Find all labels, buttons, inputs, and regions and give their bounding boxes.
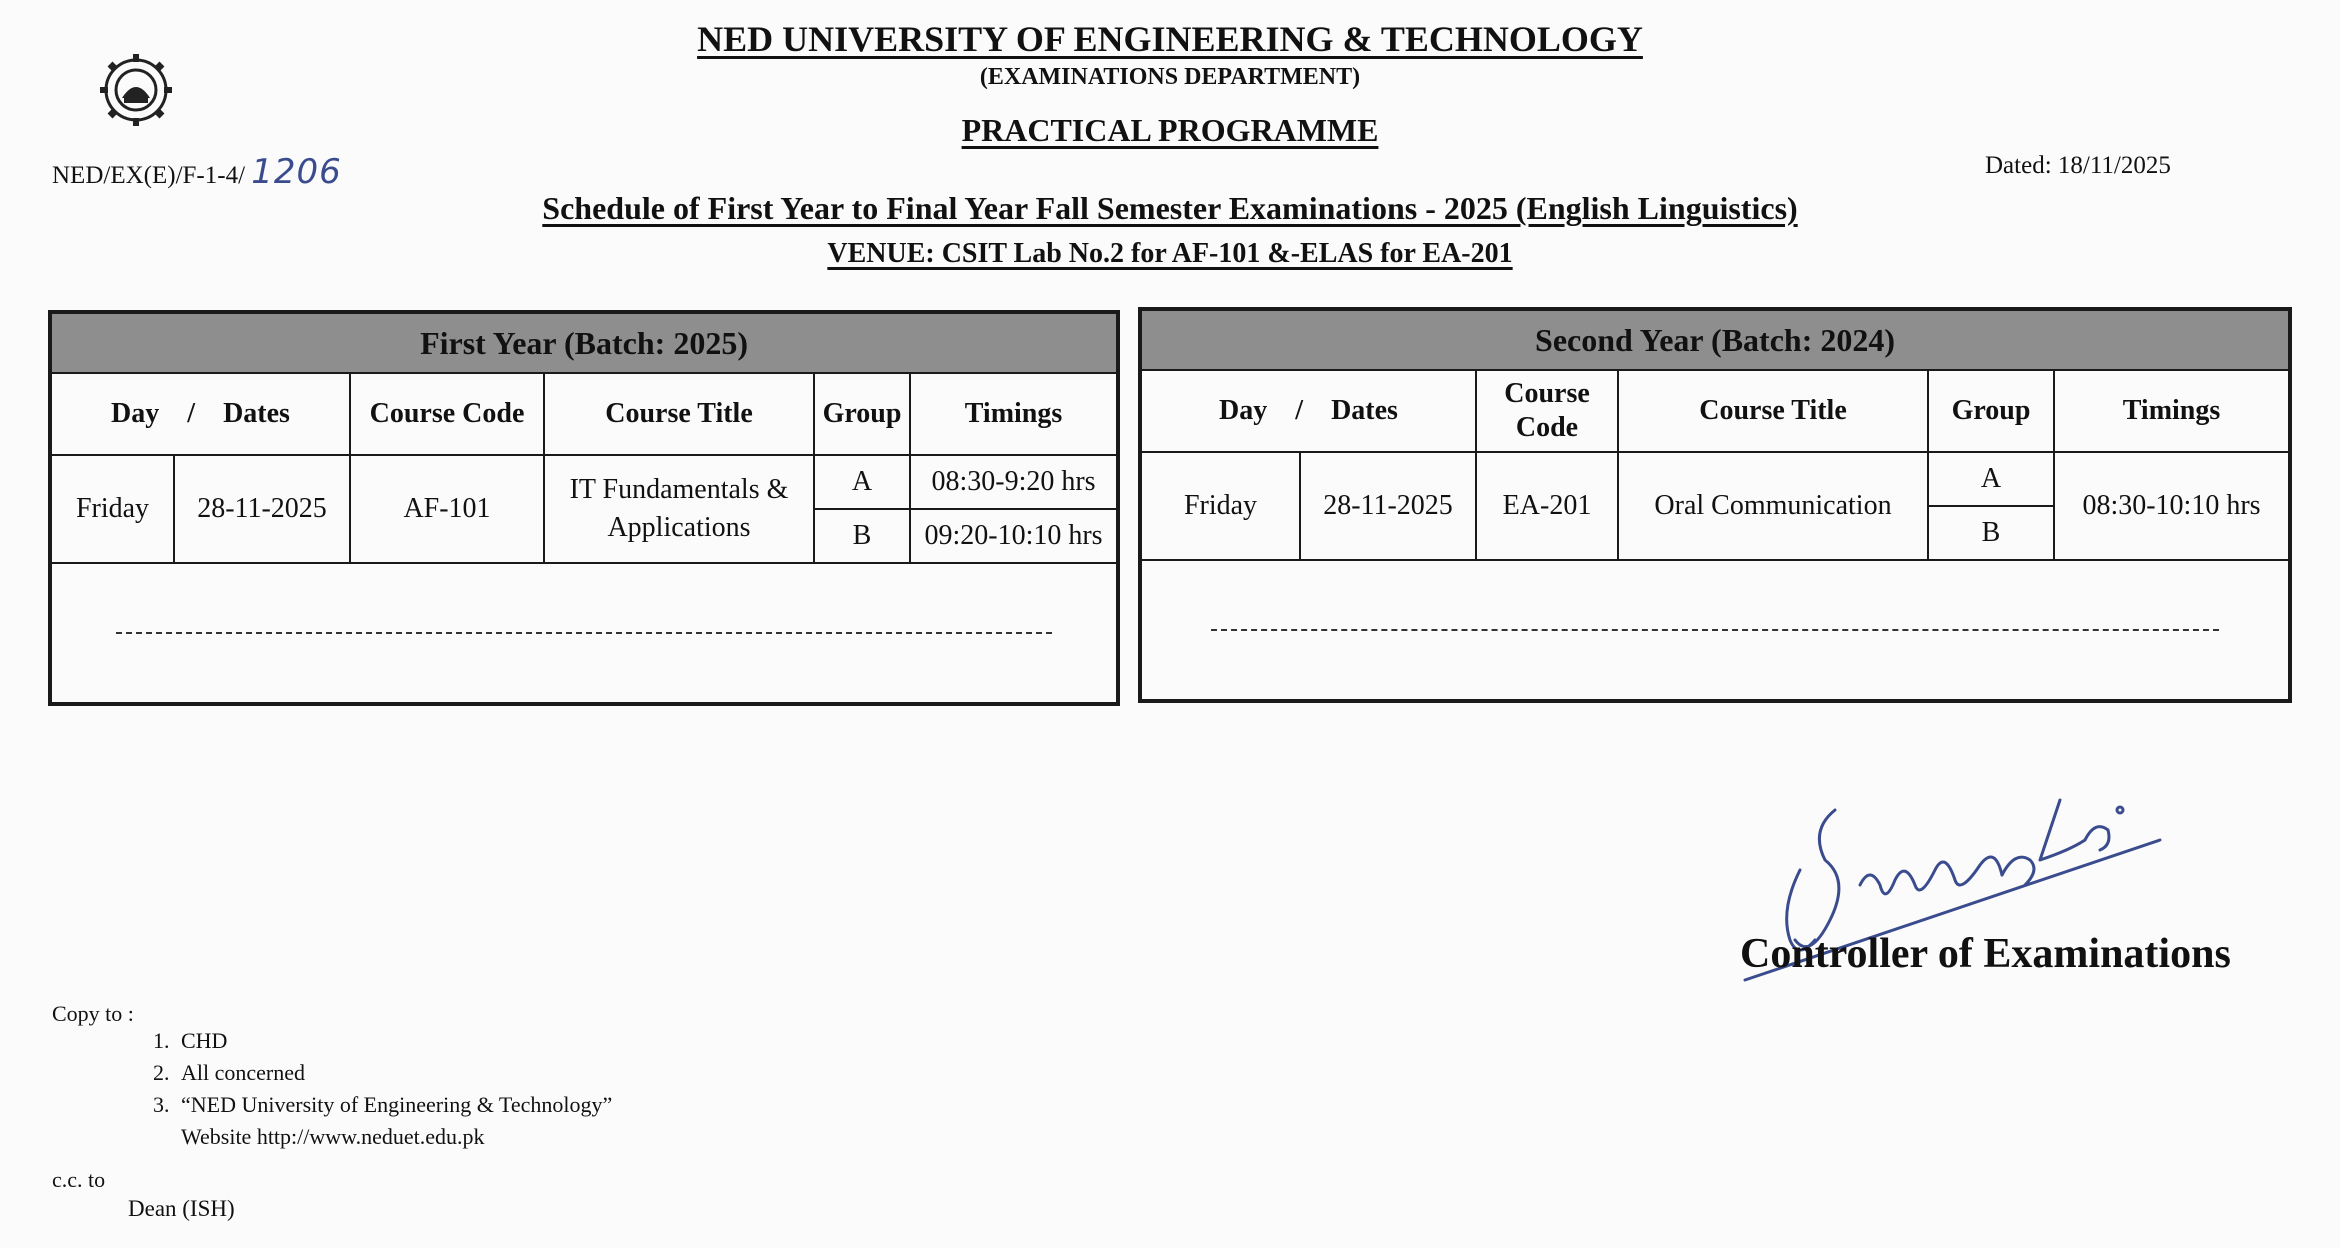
cc-label: c.c. to xyxy=(52,1167,106,1192)
fy-group-b: B xyxy=(814,509,910,563)
copy-item xyxy=(175,1025,612,1057)
copy-item-text: All concerned xyxy=(181,1060,305,1085)
col-day: Day xyxy=(111,398,160,429)
sy-day: Friday xyxy=(1140,452,1300,560)
col-group: Group xyxy=(814,373,910,455)
university-name: NED UNIVERSITY OF ENGINEERING & TECHNOLOGY xyxy=(697,19,1643,59)
col-course-code: Course Code xyxy=(350,373,544,455)
department-name: (EXAMINATIONS DEPARTMENT) xyxy=(979,64,1361,90)
fy-course-title: IT Fundamentals & Applications xyxy=(544,455,814,563)
dashed-line xyxy=(1211,629,2220,631)
second-year-heading: Second Year (Batch: 2024) xyxy=(1140,309,2290,370)
schedule-title: Schedule of First Year to Final Year Fall Semester Examinations - 2025 (English Linguistics) xyxy=(542,190,1798,226)
first-year-table xyxy=(48,310,1120,706)
dashed-line xyxy=(116,632,1052,634)
fy-timing-b: 09:20-10:10 hrs xyxy=(910,509,1118,563)
col-slash: / xyxy=(187,398,196,429)
sy-course-title: Oral Communication xyxy=(1618,452,1928,560)
cc-item: Dean (ISH) xyxy=(128,1196,235,1221)
fy-blank-row xyxy=(50,563,1118,704)
fy-course-code: AF-101 xyxy=(350,455,544,563)
reference-number xyxy=(52,152,342,192)
col-course-title: Course Title xyxy=(544,373,814,455)
copy-to-list xyxy=(110,1025,612,1153)
sy-group-a: A xyxy=(1928,452,2054,506)
copy-item xyxy=(175,1089,612,1153)
sy-blank-row xyxy=(1140,560,2290,701)
sy-group-b: B xyxy=(1928,506,2054,560)
website-text: Website http://www.neduet.edu.pk xyxy=(181,1124,485,1149)
sy-timing: 08:30-10:10 hrs xyxy=(2054,452,2290,560)
first-year-heading: First Year (Batch: 2025) xyxy=(50,312,1118,373)
sy-date: 28-11-2025 xyxy=(1300,452,1476,560)
sy-course-code: EA-201 xyxy=(1476,452,1618,560)
signature-title: Controller of Examinations xyxy=(1740,931,2231,977)
reference-prefix: NED/EX(E)/F-1-4/ xyxy=(52,162,246,189)
fy-group-a: A xyxy=(814,455,910,509)
programme-title: PRACTICAL PROGRAMME xyxy=(961,112,1379,148)
copy-item-text: “NED University of Engineering & Technology” xyxy=(181,1092,613,1117)
col-dates: Dates xyxy=(1331,395,1398,426)
fy-date: 28-11-2025 xyxy=(174,455,350,563)
venue-line: VENUE: CSIT Lab No.2 for AF-101 &-ELAS for EA-201 xyxy=(827,238,1513,269)
col-course-code: Course Code xyxy=(1476,370,1618,452)
col-timings: Timings xyxy=(2054,370,2290,452)
col-dates: Dates xyxy=(223,398,290,429)
col-day: Day xyxy=(1219,395,1268,426)
copy-to-label: Copy to : xyxy=(52,1001,134,1026)
fy-timing-a: 08:30-9:20 hrs xyxy=(910,455,1118,509)
fy-day: Friday xyxy=(50,455,174,563)
col-day-dates xyxy=(50,373,350,455)
reference-handwritten-number: 1206 xyxy=(251,152,342,192)
col-day-dates xyxy=(1140,370,1476,452)
col-course-title: Course Title xyxy=(1618,370,1928,452)
second-year-table xyxy=(1138,307,2292,703)
dated-label: Dated: 18/11/2025 xyxy=(1985,152,2171,179)
col-group: Group xyxy=(1928,370,2054,452)
copy-item-text: CHD xyxy=(181,1028,228,1053)
copy-item xyxy=(175,1057,612,1089)
col-timings: Timings xyxy=(910,373,1118,455)
col-slash: / xyxy=(1295,395,1304,426)
